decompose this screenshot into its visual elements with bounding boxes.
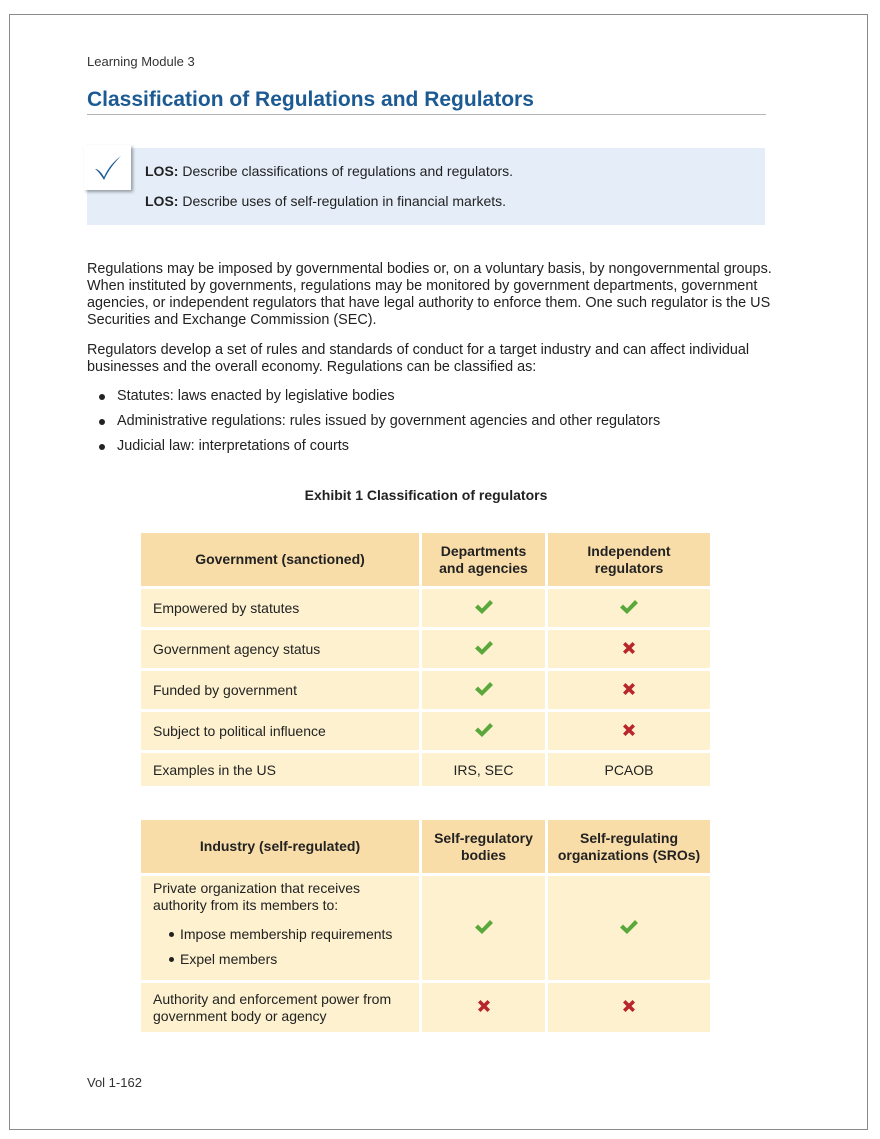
- exhibit-caption: Exhibit 1 Classification of regulators: [304, 487, 548, 503]
- check-icon: [619, 599, 639, 618]
- industry-table: [138, 817, 713, 1035]
- cell: PCAOB: [548, 753, 710, 786]
- column-header: Departments and agencies: [422, 533, 545, 586]
- page-title: Classification of Regulations and Regulators: [87, 88, 534, 111]
- check-icon: [474, 722, 494, 741]
- column-header: Independent regulators: [548, 533, 710, 586]
- body-paragraph-2: Regulators develop a set of rules and standards of conduct for a target industry and can affect individual businesses and the overall economy. Regulations can be classified as:: [87, 342, 750, 375]
- table-row: [141, 712, 710, 750]
- column-header: Government (sanctioned): [141, 533, 419, 586]
- row-label: [141, 983, 419, 1032]
- cell: [548, 589, 710, 627]
- check-icon: [619, 919, 639, 938]
- los-item-1: [145, 163, 513, 179]
- table-row: [141, 983, 710, 1032]
- page-number: Vol 1-162: [87, 1075, 142, 1090]
- los-text: Describe classifications of regulations and regulators.: [178, 163, 514, 179]
- cell: [422, 630, 545, 668]
- row-label: Funded by government: [141, 671, 419, 709]
- title-divider: [87, 114, 766, 115]
- cross-icon: [621, 722, 637, 741]
- row-label: Government agency status: [141, 630, 419, 668]
- row-label: [141, 876, 419, 980]
- list-item: Statutes: laws enacted by legislative bodies: [87, 388, 660, 413]
- los-item-2: [145, 193, 506, 209]
- cell: [548, 671, 710, 709]
- list-item: Impose membership requirements: [153, 926, 419, 951]
- los-box: [87, 148, 765, 225]
- column-header: Self-regulatory bodies: [422, 820, 545, 873]
- table-row: [141, 671, 710, 709]
- cross-icon: [476, 998, 492, 1017]
- column-header: Industry (self-regulated): [141, 820, 419, 873]
- list-item: Administrative regulations: rules issued by government agencies and other regulators: [87, 413, 660, 438]
- table-row: [141, 630, 710, 668]
- cell: [548, 876, 710, 980]
- row-label-text: Authority and enforcement power from government body or agency: [153, 990, 392, 1024]
- check-icon: [474, 919, 494, 938]
- cross-icon: [621, 640, 637, 659]
- cell: [548, 983, 710, 1032]
- los-badge: [84, 145, 131, 190]
- cross-icon: [621, 998, 637, 1017]
- table-row: [141, 876, 710, 980]
- column-header: Self-regulating organizations (SROs): [548, 820, 710, 873]
- classification-list: [87, 388, 660, 463]
- cell: [422, 671, 545, 709]
- row-label: Examples in the US: [141, 753, 419, 786]
- cell: [422, 712, 545, 750]
- cell: [422, 983, 545, 1032]
- cross-icon: [621, 681, 637, 700]
- table-header-row: [141, 533, 710, 586]
- row-label: Subject to political influence: [141, 712, 419, 750]
- cell: IRS, SEC: [422, 753, 545, 786]
- table-row: [141, 753, 710, 786]
- row-label-text: Private organization that receives authority from its members to:: [153, 880, 360, 913]
- table-row: [141, 589, 710, 627]
- check-icon: [474, 681, 494, 700]
- cell: [422, 876, 545, 980]
- checkmark-icon: [93, 154, 123, 182]
- los-prefix: LOS:: [145, 163, 179, 179]
- los-text: Describe uses of self-regulation in financial markets.: [178, 193, 507, 209]
- los-prefix: LOS:: [145, 193, 179, 209]
- list-item: Judicial law: interpretations of courts: [87, 438, 660, 463]
- government-table: [138, 530, 713, 789]
- sub-list: [153, 926, 419, 976]
- list-item: Expel members: [153, 951, 419, 976]
- row-label: Empowered by statutes: [141, 589, 419, 627]
- module-label: Learning Module 3: [87, 54, 195, 69]
- check-icon: [474, 640, 494, 659]
- cell: [548, 712, 710, 750]
- check-icon: [474, 599, 494, 618]
- cell: [548, 630, 710, 668]
- body-paragraph-1: Regulations may be imposed by governmental bodies or, on a voluntary basis, by nongovernmental groups. When instituted by governments, regulations may be monitored by government departments, government agencies, or independent regulators that have legal authority to enforce them. One such regulator is the US Securities and Exchange Commission (SEC).: [87, 261, 772, 328]
- table-header-row: [141, 820, 710, 873]
- cell: [422, 589, 545, 627]
